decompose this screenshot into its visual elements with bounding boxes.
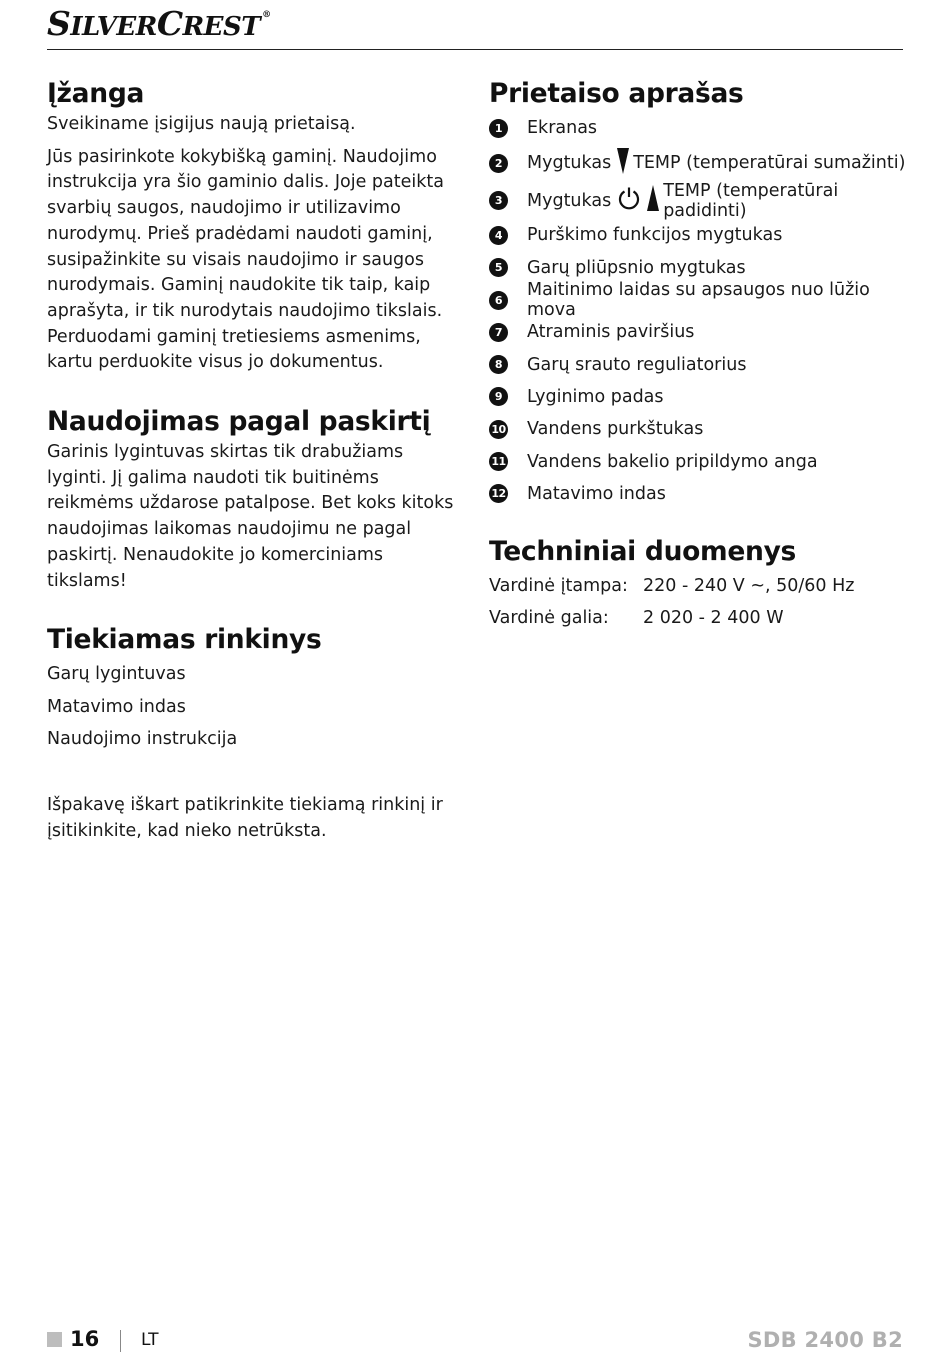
power-icon: [617, 186, 641, 215]
number-badge: 4: [489, 226, 508, 245]
description-heading: Prietaiso aprašas: [489, 78, 744, 109]
number-badge: 9: [489, 387, 508, 406]
temp-down-icon: [617, 148, 629, 179]
page-number: 16: [70, 1327, 100, 1351]
part-label: Maitinimo laidas su apsaugos nuo lūžio mova: [527, 280, 870, 321]
part-label: Garų srauto reguliatorius: [527, 354, 747, 375]
part-label: Matavimo indas: [527, 483, 666, 504]
supply-item: Matavimo indas: [47, 696, 186, 717]
temp-up-icon: [647, 185, 659, 216]
footer-divider: [120, 1330, 121, 1352]
part-label: Mygtukas: [527, 190, 612, 211]
part-label: Ekranas: [527, 118, 598, 139]
number-badge: 11: [489, 452, 508, 471]
list-item: [489, 182, 909, 220]
part-label: Garų pliūpsnio mygtukas: [527, 257, 746, 278]
tech-key: Vardinė galia:: [489, 608, 609, 629]
part-label: TEMP (temperatūrai sumažinti): [633, 153, 906, 174]
list-item: [489, 478, 909, 510]
list-item: [489, 348, 909, 380]
number-badge: 10: [489, 420, 508, 439]
part-label: Vandens bakelio pripildymo anga: [527, 451, 818, 472]
model-number: SDB 2400 B2: [747, 1328, 903, 1352]
list-item: [489, 445, 909, 477]
intended-use-heading: Naudojimas pagal paskirtį: [47, 406, 431, 438]
number-badge: 12: [489, 484, 508, 503]
language-code: LT: [141, 1330, 159, 1350]
number-badge: 1: [489, 119, 508, 138]
supply-heading: Tiekiamas rinkinys: [47, 624, 322, 656]
part-label: Lyginimo padas: [527, 386, 664, 407]
list-item: [489, 219, 909, 251]
right-column: [489, 76, 909, 635]
tech-heading: Techniniai duomenys: [489, 535, 797, 567]
supply-note: Išpakavę iškart patikrinkite tiekiamą rinkinį ir įsitikinkite, kad nieko netrūksta.: [47, 795, 443, 841]
list-item: [489, 144, 909, 182]
footer-square: [47, 1332, 62, 1347]
number-badge: 8: [489, 355, 508, 374]
part-label: TEMP (temperatūrai padidinti): [663, 180, 839, 221]
list-item: [489, 252, 909, 284]
parts-list: [489, 112, 909, 510]
intro-greeting: Sveikiname įsigijus naują prietaisą.: [47, 114, 356, 134]
intro-heading: Įžanga: [47, 78, 145, 109]
tech-row: [489, 570, 909, 602]
list-item: [489, 316, 909, 348]
intended-use-body: Garinis lygintuvas skirtas tik drabužiams lyginti. Jį galima naudoti tik buitinėms reikmėms uždarose patalpose. Bet koks kitoks naudojimas laikomas naudojimu ne pagal paskirtį. Nenaudokite jo komerciniams tikslams!: [47, 442, 454, 591]
list-item: [489, 112, 909, 144]
number-badge: 7: [489, 323, 508, 342]
list-item: [489, 381, 909, 413]
part-label: Mygtukas: [527, 153, 612, 174]
tech-value: 220 - 240 V ~, 50/60 Hz: [643, 575, 855, 596]
tech-key: Vardinė įtampa:: [489, 575, 628, 596]
list-item: [489, 413, 909, 445]
supply-item: Garų lygintuvas: [47, 664, 186, 685]
part-label: Purškimo funkcijos mygtukas: [527, 225, 783, 246]
supply-item: Naudojimo instrukcija: [47, 728, 238, 749]
part-label: Atraminis paviršius: [527, 322, 695, 343]
brand-logo: SILVERCREST ®: [47, 4, 271, 43]
number-badge: 3: [489, 191, 508, 210]
part-label: Vandens purkštukas: [527, 419, 704, 440]
header-rule: [47, 49, 903, 50]
left-column: [47, 76, 465, 845]
list-item: [489, 280, 909, 321]
tech-row: [489, 602, 909, 634]
number-badge: 5: [489, 258, 508, 277]
number-badge: 2: [489, 154, 508, 173]
number-badge: 6: [489, 291, 508, 310]
tech-value: 2 020 - 2 400 W: [643, 608, 784, 629]
intro-body: Jūs pasirinkote kokybišką gaminį. Naudojimo instrukcija yra šio gaminio dalis. Joje pateikta svarbių saugos, naudojimo ir utilizavimo nurodymų. Prieš pradėdami naudoti gaminį, susipažinkite su visais naudojimo ir saugos nurodymais. Gaminį naudokite tik taip, kaip aprašyta, ir tik nurodytais naudojimo tikslais. Perduodami gaminį tretiesiems asmenims, kartu perduokite visus jo dokumentus.: [47, 146, 444, 373]
